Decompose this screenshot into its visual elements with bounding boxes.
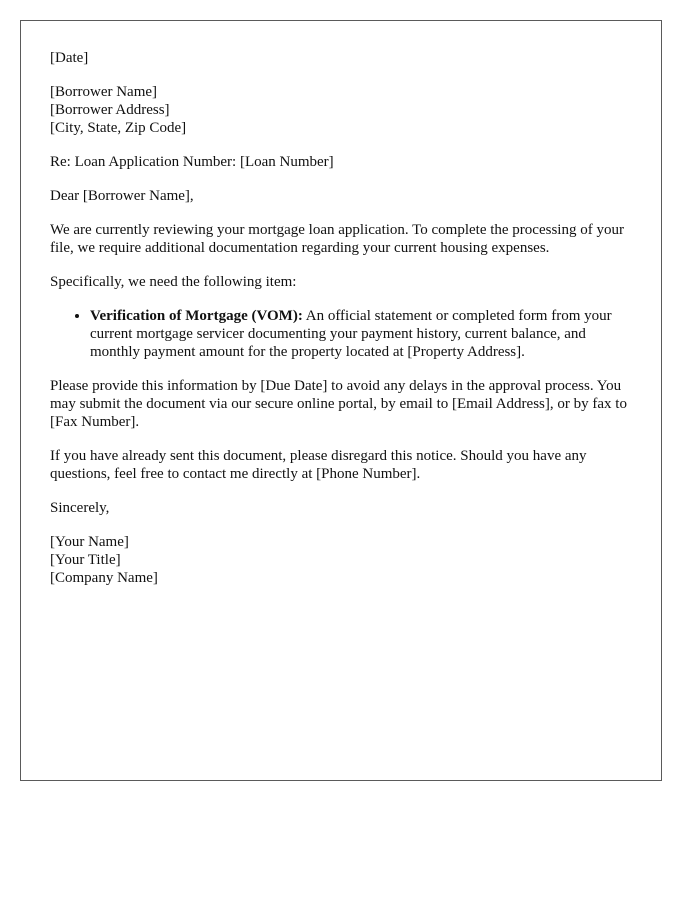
salutation: Dear [Borrower Name], (50, 188, 194, 204)
request-paragraph: Please provide this information by [Due Date] to avoid any delays in the approval process. You may submit the document via our secure online portal, by email to [Email Address], or by fax to [Fax Number]. (50, 378, 627, 430)
recipient-address-block (50, 83, 632, 137)
intro-paragraph: We are currently reviewing your mortgage loan application. To complete the processing of your file, we require additional documentation regarding your current housing expenses. (50, 222, 624, 256)
required-items-list (50, 307, 632, 361)
signoff: Sincerely, (50, 500, 110, 516)
items-lead: Specifically, we need the following item: (50, 274, 297, 290)
signer-title: [Your Title] (50, 552, 121, 568)
letter-date: [Date] (50, 50, 89, 66)
signer-company: [Company Name] (50, 570, 158, 586)
closing-paragraph: If you have already sent this document, please disregard this notice. Should you have any questions, feel free to contact me directly at [Phone Number]. (50, 448, 587, 482)
recipient-address: [Borrower Address] (50, 102, 170, 118)
date-line (50, 49, 632, 67)
list-item (90, 307, 632, 361)
recipient-name: [Borrower Name] (50, 84, 158, 100)
subject-line: Re: Loan Application Number: [Loan Number] (50, 154, 334, 170)
letter-page (20, 20, 662, 781)
item-description: An official statement or completed form from your current mortgage servicer documenting your payment history, current balance, and monthly payment amount for the property located at [Property Address]. (90, 308, 612, 360)
signer-name: [Your Name] (50, 534, 129, 550)
recipient-city-state-zip: [City, State, Zip Code] (50, 120, 187, 136)
item-term: Verification of Mortgage (VOM): (90, 308, 303, 324)
signature-block (50, 533, 632, 587)
